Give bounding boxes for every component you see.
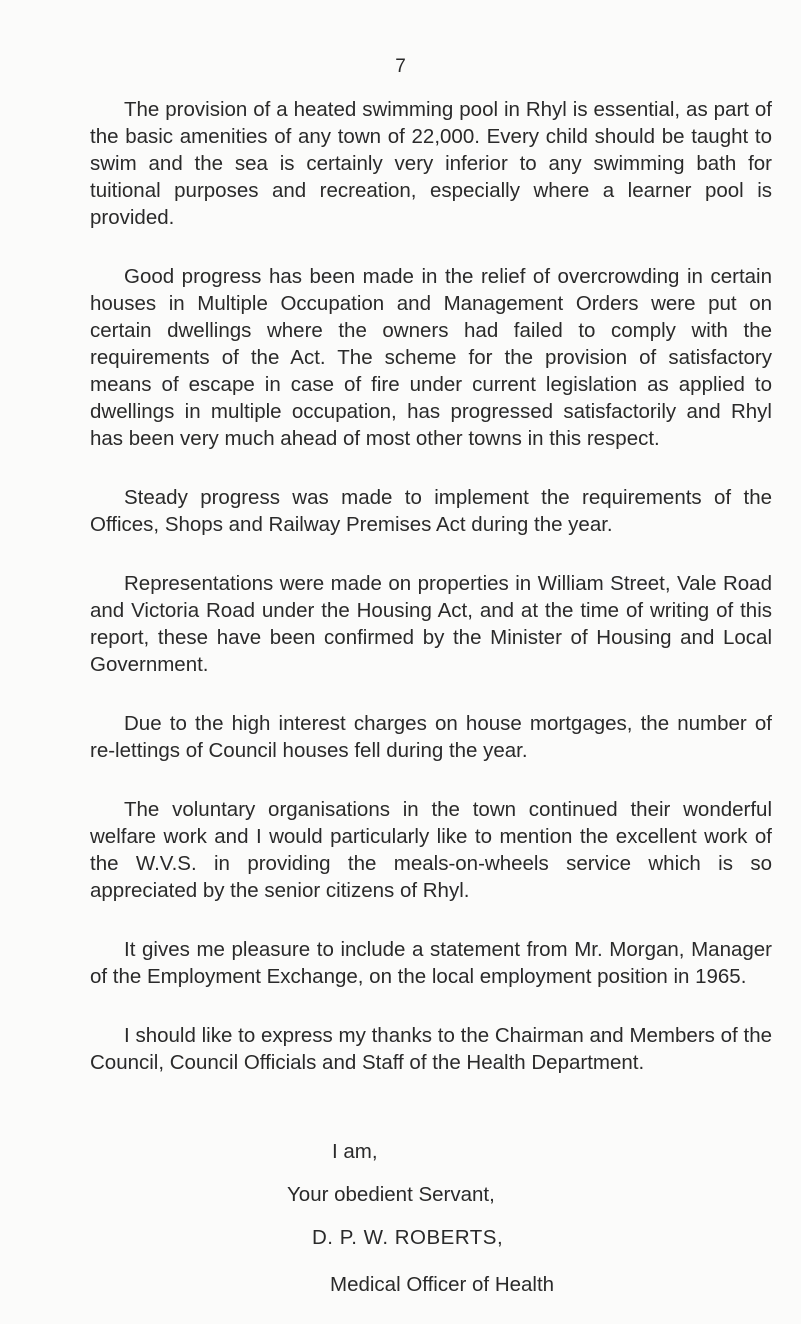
signatory-title: Medical Officer of Health [330, 1273, 555, 1296]
paragraph-thanks: I should like to express my thanks to the Chairman and Members of the Council, Council Officials and Staff of the Health Department. [90, 1024, 772, 1074]
paragraph-employment: It gives me pleasure to include a statement from Mr. Morgan, Manager of the Employment Exchange, on the local employment position in 1965. [90, 938, 772, 988]
paragraph-offices-act: Steady progress was made to implement the requirements of the Offices, Shops and Railway Premises Act during the year. [90, 486, 772, 536]
paragraph-representations: Representations were made on properties in William Street, Vale Road and Victoria Road under the Housing Act, and at the time of writing of this report, these have been confirmed by the Minister of Housing and Local Government. [90, 572, 772, 676]
paragraph-voluntary-organisations: The voluntary organisations in the town continued their wonderful welfare work and I would particularly like to mention the excellent work of the W.V.S. in providing the meals-on-wheels service which is so appreciated by the senior citizens of Rhyl. [90, 798, 772, 902]
paragraph-overcrowding: Good progress has been made in the relief of overcrowding in certain houses in Multiple Occupation and Management Orders were put on certain dwellings where the owners had failed to comply with the requirements of the Act. The scheme for the provision of satisfactory means of escape in case of fire under current legislation as applied to dwellings in multiple occupation, has progressed satisfactorily and Rhyl has been very much ahead of most other towns in this respect. [90, 265, 772, 450]
page-number: 7 [395, 56, 406, 77]
closing-salutation: I am, [332, 1140, 378, 1163]
paragraph-swimming-pool: The provision of a heated swimming pool in Rhyl is essential, as part of the basic amenities of any town of 22,000. Every child should be taught to swim and the sea is certainly very inferior to any swimming bath for tuitional purposes and recreation, especially where a learner pool is provided. [90, 98, 772, 229]
closing-sign-off: Your obedient Servant, [287, 1183, 495, 1206]
letter-body [90, 96, 772, 1108]
paragraph-mortgages: Due to the high interest charges on house mortgages, the number of re-lettings of Council houses fell during the year. [90, 712, 772, 762]
signatory-name: D. P. W. ROBERTS, [312, 1226, 504, 1249]
